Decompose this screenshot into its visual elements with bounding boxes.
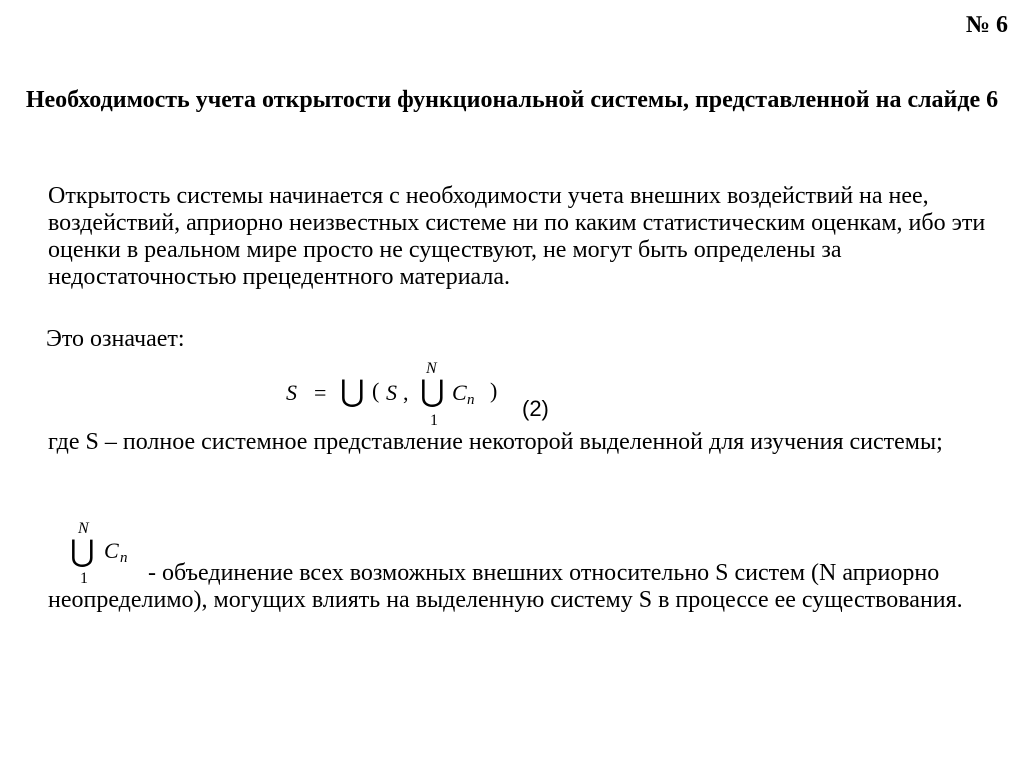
mini-lower-1: 1	[80, 570, 88, 587]
formula-2	[286, 360, 506, 432]
paragraph-where-s: где S – полное системное представление некоторой выделенной для изучения системы;	[48, 429, 943, 455]
formula-equals: =	[314, 380, 327, 405]
mini-union: ⋃	[70, 535, 95, 568]
paragraph-union-description	[48, 560, 1008, 614]
paragraph-openness: Открытость системы начинается с необходимости учета внешних воздействий на нее, воздействий, априорно неизвестных системе ни по каким статистическим оценкам, ибо эти оценки в реальном мире просто не существуют, не могут быть определены за недостаточностью прецедентного материала.	[48, 183, 986, 290]
paragraph-meaning: Это означает:	[46, 326, 185, 352]
formula-n-sub: n	[467, 392, 475, 408]
paragraph-union-text: - объединение всех возможных внешних относительно S систем (N априорно неопределимо), могущих влиять на выделенную систему S в процессе ее существования.	[48, 560, 963, 613]
formula-s2: S	[386, 380, 397, 405]
formula-lparen: (	[372, 378, 380, 403]
formula-rparen: )	[490, 378, 498, 403]
mini-n-sub: n	[120, 550, 128, 566]
mini-c: C	[104, 538, 119, 563]
formula-union: ⋃	[340, 375, 365, 408]
slide-title: Необходимость учета открытости функциональной системы, представленной на слайде 6	[25, 87, 999, 113]
mini-upper-n: N	[78, 520, 89, 537]
formula-c: C	[452, 380, 467, 405]
formula-upper-n: N	[426, 360, 437, 377]
formula-comma: ,	[403, 380, 409, 405]
formula-lower-1: 1	[430, 412, 438, 429]
slide-number: № 6	[965, 12, 1008, 38]
formula-union-2: ⋃	[420, 375, 445, 408]
equation-number: (2)	[522, 396, 549, 421]
formula-s: S	[286, 380, 297, 405]
